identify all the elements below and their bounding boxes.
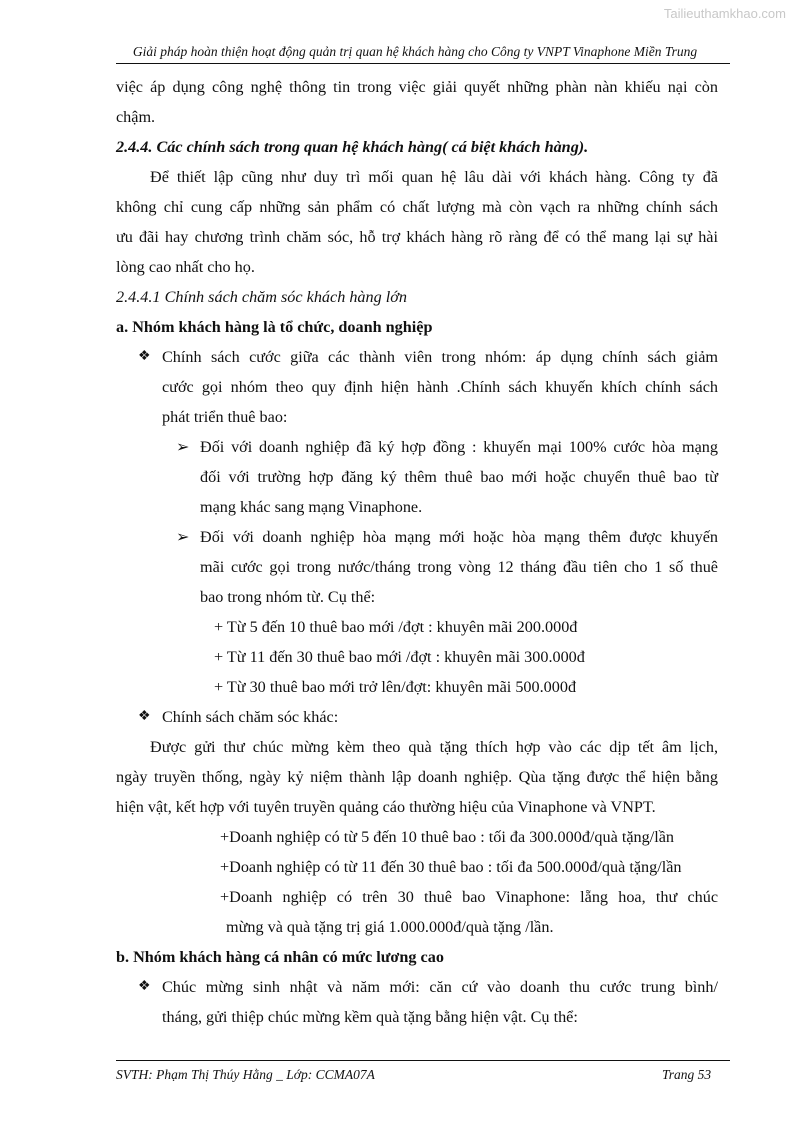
paragraph-line: ưu đãi hay chương trình chăm sóc, hỗ trợ khách hàng rõ ràng để có thể mang lại sự hài [116, 228, 718, 246]
bullet-item [116, 702, 718, 732]
promo-tier-line: + Từ 30 thuê bao mới trở lên/đợt: khuyên mãi 500.000đ [214, 678, 577, 696]
footer-divider [116, 1060, 730, 1061]
paragraph-line: Để thiết lập cũng như duy trì mối quan hệ lâu dài với khách hàng. Công ty đã [150, 168, 718, 186]
diamond-bullet-icon: ❖ [138, 709, 151, 724]
arrow-line: mạng khác sang mạng Vinaphone. [200, 498, 423, 516]
gift-tier-line: +Doanh nghiệp có từ 5 đến 10 thuê bao : tối đa 300.000đ/quà tặng/lần [220, 828, 674, 846]
bullet-line: Chính sách cước giữa các thành viên trong nhóm: áp dụng chính sách giảm [162, 348, 718, 366]
bullet-line: Chúc mừng sinh nhật và năm mới: căn cứ vào doanh thu cước trung bình/ [162, 978, 718, 996]
paragraph-line: việc áp dụng công nghệ thông tin trong việc giải quyết những phàn nàn khiếu nại còn [116, 78, 718, 96]
arrow-bullet-icon: ➢ [176, 528, 190, 546]
footer-author: SVTH: Phạm Thị Thúy Hằng _ Lớp: CCMA07A [116, 1067, 375, 1082]
page-body [116, 72, 718, 1032]
arrow-item [116, 522, 718, 612]
diamond-bullet-icon: ❖ [138, 349, 151, 364]
arrow-line: đối với trường hợp đăng ký thêm thuê bao mới hoặc chuyển thuê bao từ [200, 468, 718, 486]
bullet-item [116, 342, 718, 432]
bullet-item [116, 972, 718, 1032]
paragraph-line: không chỉ cung cấp những sản phẩm có chất lượng mà còn vạch ra những chính sách [116, 198, 718, 216]
section-heading-2-4-4: 2.4.4. Các chính sách trong quan hệ khách hàng( cá biệt khách hàng). [116, 138, 589, 156]
page-header: Giải pháp hoàn thiện hoạt động quản trị quan hệ khách hàng cho Công ty VNPT Vinaphone Miền Trung [132, 44, 698, 59]
bullet-line: cước gọi nhóm theo quy định hiện hành .Chính sách khuyến khích chính sách [162, 378, 718, 396]
section-heading-2-4-4-1: 2.4.4.1 Chính sách chăm sóc khách hàng lớn [116, 288, 407, 306]
subheading-b: b. Nhóm khách hàng cá nhân có mức lương cao [116, 948, 444, 966]
bullet-line: phát triển thuê bao: [162, 408, 288, 426]
gift-tier-line: +Doanh nghiệp có từ 11 đến 30 thuê bao : tối đa 500.000đ/quà tặng/lần [220, 858, 682, 876]
promo-tier-line: + Từ 5 đến 10 thuê bao mới /đợt : khuyên mãi 200.000đ [214, 618, 578, 636]
bullet-line: tháng, gửi thiệp chúc mừng kềm quà tặng bằng hiện vật. Cụ thể: [162, 1008, 578, 1026]
promo-tier-line: + Từ 11 đến 30 thuê bao mới /đợt : khuyên mãi 300.000đ [214, 648, 585, 666]
watermark: Tailieuthamkhao.com [663, 6, 786, 21]
paragraph-line: ngày truyền thống, ngày kỷ niệm thành lập doanh nghiệp. Qùa tặng được thể hiện bằng [116, 768, 718, 786]
gift-tier-line: +Doanh nghiệp có trên 30 thuê bao Vinaphone: lẵng hoa, thư chúc [220, 888, 718, 906]
page-number: Trang 53 [662, 1067, 712, 1082]
bullet-line: Chính sách chăm sóc khác: [162, 708, 339, 726]
paragraph-line: chậm. [116, 108, 156, 126]
arrow-line: mãi cước gọi trong nước/tháng trong vòng 12 tháng đầu tiên cho 1 số thuê [200, 558, 718, 576]
arrow-bullet-icon: ➢ [176, 438, 190, 456]
header-divider [116, 63, 730, 64]
paragraph-line: hiện vật, kết hợp với tuyên truyền quảng cáo thường hiệu của Vinaphone và VNPT. [116, 798, 656, 816]
diamond-bullet-icon: ❖ [138, 979, 151, 994]
arrow-line: Đối với doanh nghiệp hòa mạng mới hoặc hòa mạng thêm được khuyến [200, 528, 718, 546]
arrow-line: Đối với doanh nghiệp đã ký hợp đồng : khuyến mại 100% cước hòa mạng [200, 438, 718, 456]
paragraph-line: lòng cao nhất cho họ. [116, 258, 255, 276]
subheading-a: a. Nhóm khách hàng là tổ chức, doanh nghiệp [116, 318, 433, 336]
arrow-line: bao trong nhóm từ. Cụ thể: [200, 588, 376, 606]
arrow-item [116, 432, 718, 522]
gift-tier-line: mừng và quà tặng trị giá 1.000.000đ/quà tặng /lần. [226, 918, 554, 936]
paragraph-line: Được gửi thư chúc mừng kèm theo quà tặng thích hợp vào các dịp tết âm lịch, [150, 738, 718, 756]
